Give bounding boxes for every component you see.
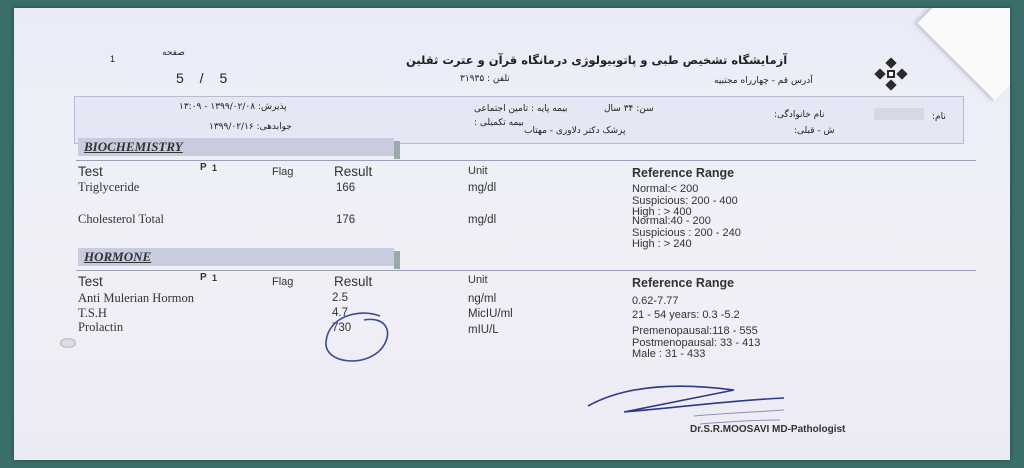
col-result: Result (334, 164, 373, 179)
col-test: Test (78, 274, 103, 289)
handwritten-circle-icon (320, 308, 400, 370)
col-flag: Flag (272, 166, 294, 178)
lab-logo-icon (874, 58, 908, 92)
col-flag: Flag (272, 276, 294, 288)
patient-name-label: نام: (932, 112, 946, 122)
test-unit: mg/dl (468, 214, 497, 226)
patient-prev-label: ش - قبلی: (794, 126, 835, 136)
col-test: Test (78, 164, 103, 179)
section-divider (76, 270, 976, 271)
patient-insurance: بیمه پایه : تامین اجتماعی (474, 104, 568, 114)
test-result: 730 (332, 322, 352, 334)
test-unit: ng/ml (468, 293, 497, 305)
col-unit: Unit (468, 165, 488, 177)
reference-range: Normal:40 - 200 Suspicious : 200 - 240 High : > 240 (632, 215, 741, 250)
page-ratio: 5 / 5 (176, 70, 234, 86)
lab-report-sheet (14, 8, 1010, 460)
reference-range: Premenopausal:118 - 555 Postmenopausal: 33 - 413 Male : 31 - 433 (632, 325, 761, 360)
reference-range: Normal:< 200 Suspicious: 200 - 400 High : > 400 (632, 183, 738, 218)
page-label: صفحه (162, 48, 185, 58)
reference-range: 21 - 54 years: 0.3 -5.2 (632, 309, 740, 321)
lab-name: آزمایشگاه تشخیص طبی و پاتوبیولوژی درمانگاه قرآن و عترت ثقلین (406, 53, 788, 67)
test-result: 2.5 (332, 292, 348, 304)
col-reference-range: Reference Range (632, 166, 735, 180)
pathologist-name: Dr.S.R.MOOSAVI MD-Pathologist (690, 424, 846, 435)
section-title-biochemistry: BIOCHEMISTRY (78, 138, 394, 156)
test-result: 176 (336, 214, 356, 226)
test-result: 4.7 (332, 307, 348, 319)
lab-phone: تلفن : ۳۱۹۳۵ (460, 74, 510, 84)
lab-address: آدرس قم - چهارراه مجتبیه (714, 76, 813, 86)
redacted-name (874, 108, 924, 120)
reference-range: 0.62-7.77 (632, 295, 679, 307)
col-unit: Unit (468, 274, 488, 286)
punch-hole (60, 338, 76, 348)
col-reference-range: Reference Range (632, 276, 735, 290)
col-p: P (200, 162, 207, 173)
section-title-hormone: HORMONE (78, 248, 394, 266)
test-name: Anti Mulerian Hormon (78, 291, 194, 305)
test-name: Cholesterol Total (78, 212, 165, 226)
test-unit: MicIU/ml (468, 308, 513, 320)
patient-doctor: پزشک دکتر دلاوری - مهتاب (524, 126, 626, 136)
col-p-num: 1 (212, 163, 218, 173)
test-unit: mg/dl (468, 182, 497, 194)
section-divider (76, 160, 976, 161)
test-name: Prolactin (78, 320, 124, 334)
test-name: T.S.H (78, 306, 107, 320)
col-p: P (200, 272, 207, 283)
admission-date: پذیرش: ۱۳۹۹/۰۲/۰۸ - ۱۳:۰۹ (179, 102, 287, 112)
col-result: Result (334, 274, 373, 289)
test-unit: mIU/L (468, 324, 499, 336)
col-p-num: 1 (212, 273, 218, 283)
patient-family-label: نام خانوادگی: (774, 110, 825, 120)
reply-date: جوابدهی: ۱۳۹۹/۰۲/۱۶ (209, 122, 292, 132)
test-result: 166 (336, 182, 356, 194)
patient-age: سن: ۳۴ سال (604, 104, 654, 114)
test-name: Triglyceride (78, 180, 140, 194)
patient-supplementary: بیمه تکمیلی : (474, 118, 524, 128)
page-number: 1 (110, 54, 116, 64)
